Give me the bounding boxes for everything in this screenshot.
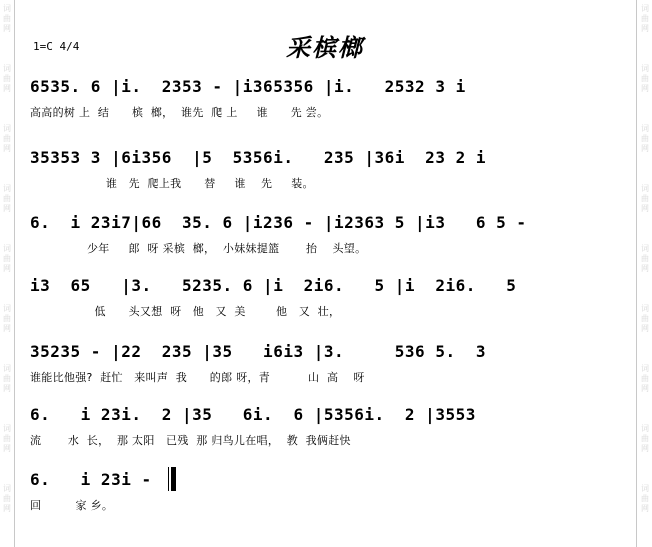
- watermark-glyph: 词: [3, 64, 11, 73]
- watermark-glyph: 网: [641, 204, 649, 213]
- score-system-3: [0, 210, 652, 270]
- watermark-glyph: 词: [3, 4, 11, 13]
- watermark-glyph: 网: [641, 24, 649, 33]
- notation-line: i3 65 |3. 5235. 6 |i 2i6. 5 |i 2i6. 5: [30, 275, 517, 295]
- watermark-glyph: 网: [3, 444, 11, 453]
- watermark-mark: [0, 4, 14, 34]
- watermark-glyph: 词: [641, 4, 649, 13]
- score-system-4: [0, 273, 652, 333]
- watermark-glyph: 网: [641, 264, 649, 273]
- watermark-glyph: 网: [641, 384, 649, 393]
- watermark-glyph: 网: [641, 504, 649, 513]
- watermark-glyph: 词: [641, 64, 649, 73]
- watermark-glyph: 网: [641, 444, 649, 453]
- watermark-glyph: 词: [3, 364, 11, 373]
- key-signature: 1=C 4/4: [33, 40, 80, 53]
- watermark-glyph: 曲: [641, 74, 649, 83]
- watermark-glyph: 词: [641, 364, 649, 373]
- watermark-glyph: 曲: [3, 314, 11, 323]
- watermark-glyph: 网: [641, 144, 649, 153]
- watermark-glyph: 网: [3, 324, 11, 333]
- watermark-glyph: 曲: [3, 194, 11, 203]
- notation-line: 35353 3 |6i356 |5 5356i. 235 |36i 23 2 i: [30, 147, 486, 167]
- watermark-glyph: 词: [3, 244, 11, 253]
- watermark-glyph: 词: [3, 484, 11, 493]
- notation-line: 6. i 23i. 2 |35 6i. 6 |5356i. 2 |3553: [30, 404, 476, 424]
- watermark-glyph: 曲: [641, 14, 649, 23]
- score-system-1: [0, 74, 652, 134]
- watermark-glyph: 曲: [641, 194, 649, 203]
- lyric-line: 谁能比他强? 赶忙 来叫声 我 的郎 呀，青 山 高 呀: [30, 371, 365, 384]
- watermark-glyph: 词: [641, 304, 649, 313]
- watermark-glyph: 词: [641, 124, 649, 133]
- notation-line: 6. i 23i -: [30, 469, 152, 489]
- watermark-glyph: 网: [3, 504, 11, 513]
- notation-line: 6. i 23i7|66 35. 6 |i236 - |i2363 5 |i3 6 5 -: [30, 212, 527, 232]
- watermark-glyph: 曲: [641, 434, 649, 443]
- watermark-glyph: 词: [3, 124, 11, 133]
- watermark-glyph: 词: [3, 184, 11, 193]
- watermark-glyph: 曲: [3, 134, 11, 143]
- final-barline-thick: [171, 467, 176, 491]
- watermark-glyph: 曲: [641, 494, 649, 503]
- watermark-glyph: 网: [3, 264, 11, 273]
- watermark-glyph: 曲: [641, 374, 649, 383]
- watermark-glyph: 曲: [3, 434, 11, 443]
- watermark-glyph: 曲: [3, 74, 11, 83]
- watermark-glyph: 曲: [3, 14, 11, 23]
- watermark-glyph: 词: [3, 424, 11, 433]
- watermark-glyph: 曲: [641, 314, 649, 323]
- watermark-glyph: 曲: [3, 254, 11, 263]
- watermark-glyph: 词: [641, 244, 649, 253]
- score-system-5: [0, 339, 652, 399]
- watermark-mark: [638, 4, 652, 34]
- lyric-line: 少年 郎 呀 采槟 榔， 小妹妹提篮 抬 头望。: [30, 242, 367, 255]
- watermark-glyph: 词: [641, 184, 649, 193]
- lyric-line: 谁 先 爬上我 替 谁 先 装。: [30, 177, 314, 190]
- score-system-2: [0, 145, 652, 205]
- watermark-glyph: 词: [3, 304, 11, 313]
- lyric-line: 高高的树 上 结 槟 榔， 谁先 爬 上 谁 先 尝。: [30, 106, 329, 119]
- watermark-glyph: 网: [3, 144, 11, 153]
- watermark-glyph: 曲: [3, 374, 11, 383]
- watermark-glyph: 曲: [641, 254, 649, 263]
- watermark-glyph: 网: [3, 384, 11, 393]
- score-system-7: [0, 467, 652, 527]
- song-title: 采槟榔: [286, 33, 364, 62]
- notation-line: 6535. 6 |i. 2353 - |i365356 |i. 2532 3 i: [30, 76, 466, 96]
- lyric-line: 回 家 乡。: [30, 499, 114, 512]
- watermark-glyph: 网: [641, 84, 649, 93]
- watermark-glyph: 词: [641, 424, 649, 433]
- watermark-glyph: 网: [641, 324, 649, 333]
- lyric-line: 流 水 长， 那 太阳 已残 那 归鸟儿在唱， 教 我俩赶快: [30, 434, 351, 447]
- watermark-glyph: 曲: [641, 134, 649, 143]
- watermark-glyph: 曲: [3, 494, 11, 503]
- watermark-glyph: 网: [3, 24, 11, 33]
- watermark-glyph: 网: [3, 84, 11, 93]
- score-system-6: [0, 402, 652, 462]
- watermark-glyph: 网: [3, 204, 11, 213]
- watermark-glyph: 词: [641, 484, 649, 493]
- final-barline-thin: [168, 467, 169, 491]
- notation-line: 35235 - |22 235 |35 i6i3 |3. 536 5. 3: [30, 341, 486, 361]
- lyric-line: 低 头又想 呀 他 又 美 他 又 壮，: [30, 305, 341, 318]
